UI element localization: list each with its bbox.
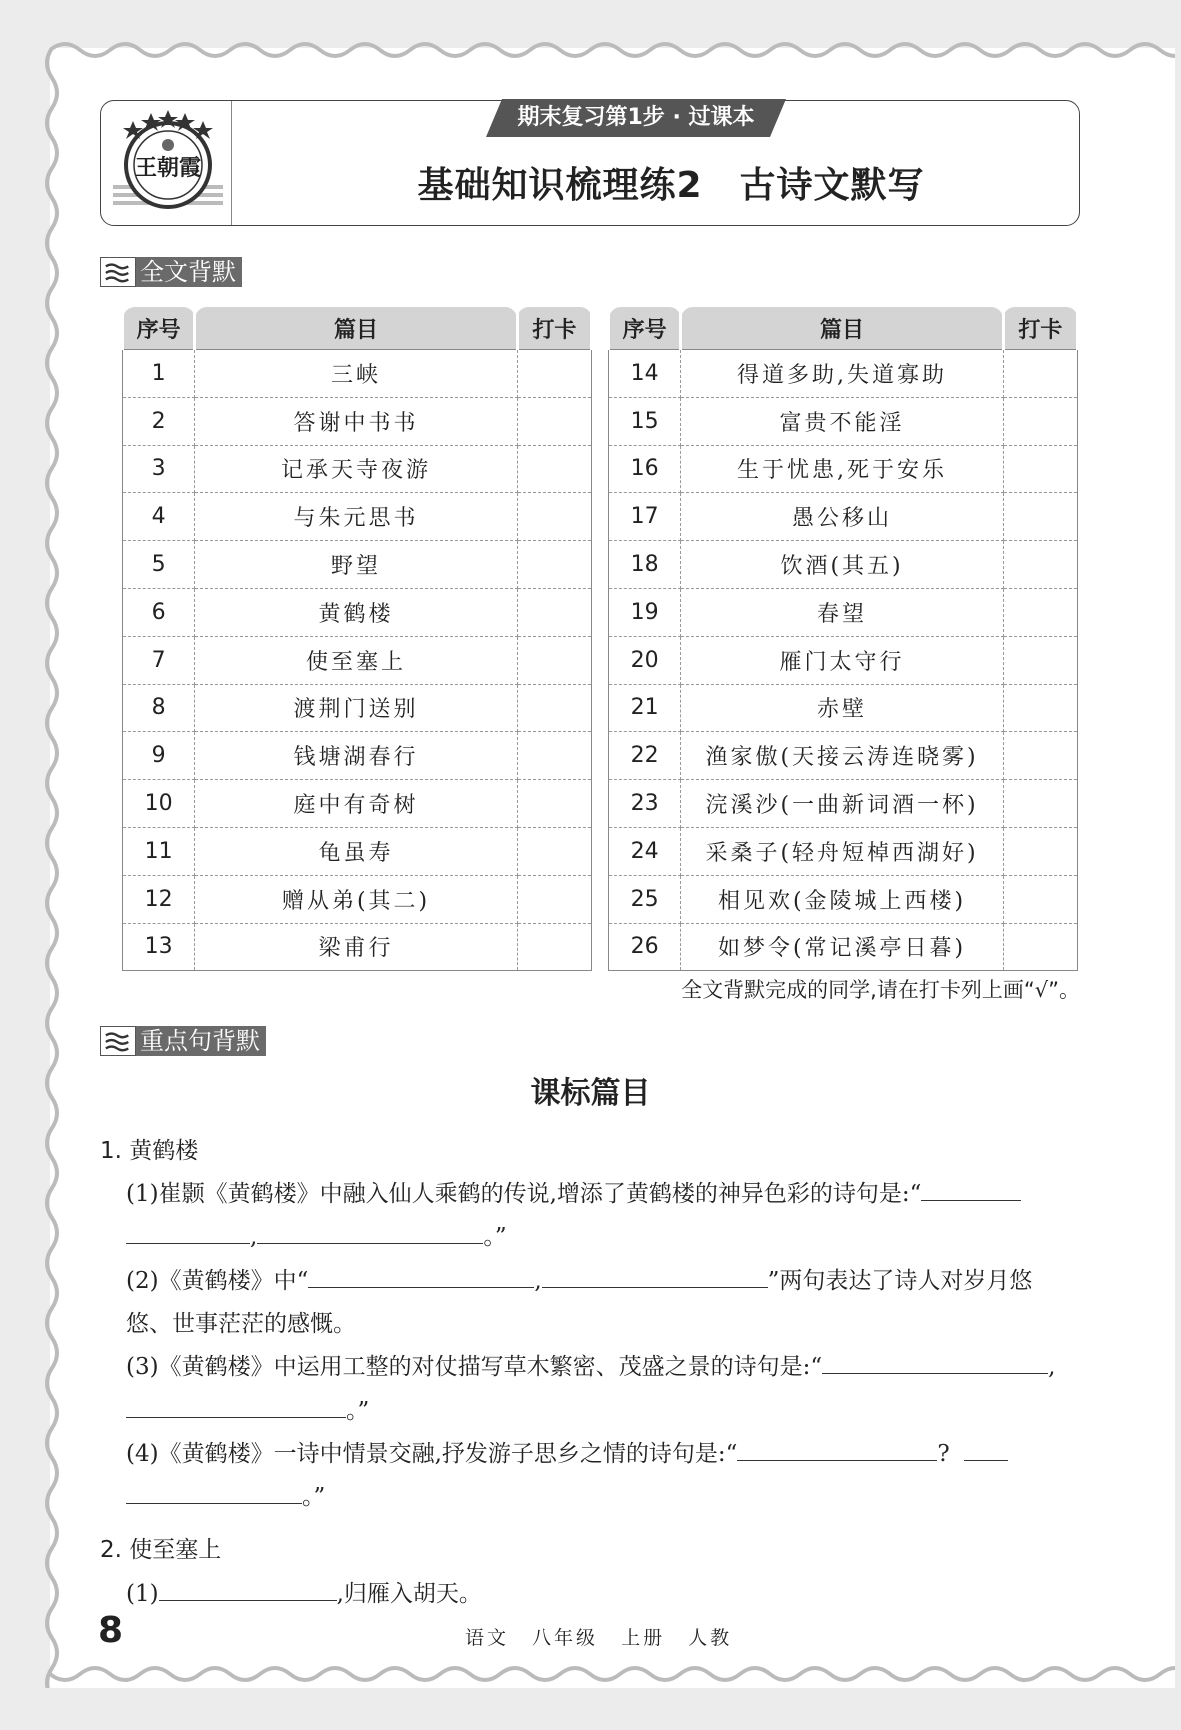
table-row bbox=[609, 780, 1078, 828]
row-num: 19 bbox=[609, 588, 681, 636]
question-1-1-line-2 bbox=[126, 1218, 507, 1251]
table-row bbox=[123, 684, 592, 732]
table-row bbox=[123, 827, 592, 875]
question-text: (1) bbox=[126, 1581, 159, 1607]
check-cell[interactable] bbox=[517, 493, 591, 541]
row-num: 17 bbox=[609, 493, 681, 541]
question-1-3-line-2 bbox=[126, 1392, 369, 1425]
row-title: 答谢中书书 bbox=[195, 397, 517, 445]
row-title: 生于忧患,死于安乐 bbox=[681, 445, 1003, 493]
table-row bbox=[609, 350, 1078, 398]
answer-blank[interactable] bbox=[126, 1479, 302, 1504]
question-text: 。” bbox=[346, 1398, 370, 1424]
check-cell[interactable] bbox=[1003, 780, 1077, 828]
answer-blank[interactable] bbox=[822, 1349, 1048, 1374]
row-title: 饮酒(其五) bbox=[681, 541, 1003, 589]
row-num: 18 bbox=[609, 541, 681, 589]
row-title: 龟虽寿 bbox=[195, 827, 517, 875]
question-1-2-line-2: 悠、世事茫茫的感慨。 bbox=[126, 1311, 356, 1337]
row-num: 5 bbox=[123, 541, 195, 589]
header-check: 打卡 bbox=[1003, 307, 1077, 350]
wave-lines-icon bbox=[100, 257, 136, 287]
check-cell[interactable] bbox=[1003, 875, 1077, 923]
header-check: 打卡 bbox=[517, 307, 591, 350]
check-cell[interactable] bbox=[1003, 350, 1077, 398]
check-cell[interactable] bbox=[1003, 636, 1077, 684]
row-num: 16 bbox=[609, 445, 681, 493]
question-text: 。” bbox=[483, 1224, 507, 1250]
check-cell[interactable] bbox=[517, 684, 591, 732]
row-title: 赠从弟(其二) bbox=[195, 875, 517, 923]
table-row bbox=[609, 445, 1078, 493]
header-title: 篇目 bbox=[681, 307, 1003, 350]
row-title: 黄鹤楼 bbox=[195, 588, 517, 636]
section-label-key-sentences bbox=[100, 1025, 266, 1057]
row-num: 1 bbox=[123, 350, 195, 398]
check-cell[interactable] bbox=[1003, 732, 1077, 780]
answer-blank[interactable] bbox=[126, 1219, 250, 1244]
row-title: 愚公移山 bbox=[681, 493, 1003, 541]
table-row bbox=[123, 541, 592, 589]
table-row bbox=[609, 923, 1078, 971]
row-title: 钱塘湖春行 bbox=[195, 732, 517, 780]
row-title: 赤壁 bbox=[681, 684, 1003, 732]
row-num: 9 bbox=[123, 732, 195, 780]
check-cell[interactable] bbox=[1003, 923, 1077, 971]
row-num: 15 bbox=[609, 397, 681, 445]
svg-text:王朝霞: 王朝霞 bbox=[134, 155, 202, 181]
table-row bbox=[609, 588, 1078, 636]
question-text: , bbox=[534, 1268, 542, 1294]
question-1-4-line-2 bbox=[126, 1478, 325, 1511]
check-cell[interactable] bbox=[517, 541, 591, 589]
table-row bbox=[609, 636, 1078, 684]
header-num: 序号 bbox=[123, 307, 195, 350]
row-num: 21 bbox=[609, 684, 681, 732]
question-text: (2)《黄鹤楼》中“ bbox=[126, 1268, 309, 1294]
row-title: 如梦令(常记溪亭日暮) bbox=[681, 923, 1003, 971]
row-num: 25 bbox=[609, 875, 681, 923]
answer-blank[interactable] bbox=[737, 1436, 937, 1461]
check-cell[interactable] bbox=[1003, 827, 1077, 875]
check-cell[interactable] bbox=[1003, 541, 1077, 589]
wave-lines-icon bbox=[100, 1026, 136, 1056]
row-num: 7 bbox=[123, 636, 195, 684]
question-2-heading: 2. 使至塞上 bbox=[100, 1537, 222, 1563]
check-cell[interactable] bbox=[517, 350, 591, 398]
row-title: 雁门太守行 bbox=[681, 636, 1003, 684]
table-row bbox=[123, 780, 592, 828]
row-num: 12 bbox=[123, 875, 195, 923]
table-row bbox=[123, 875, 592, 923]
row-title: 渡荆门送别 bbox=[195, 684, 517, 732]
table-header-row bbox=[609, 307, 1078, 350]
question-text: ,归雁入胡天。 bbox=[336, 1581, 482, 1607]
row-num: 6 bbox=[123, 588, 195, 636]
question-text: , bbox=[250, 1224, 258, 1250]
table-row bbox=[123, 350, 592, 398]
question-text: ”两句表达了诗人对岁月悠 bbox=[767, 1268, 1033, 1294]
row-title: 三峡 bbox=[195, 350, 517, 398]
row-title: 浣溪沙(一曲新词酒一杯) bbox=[681, 780, 1003, 828]
table-row bbox=[123, 493, 592, 541]
answer-blank[interactable] bbox=[159, 1576, 337, 1601]
row-num: 2 bbox=[123, 397, 195, 445]
row-num: 26 bbox=[609, 923, 681, 971]
decorative-wave-bottom bbox=[50, 1664, 1175, 1688]
table-row bbox=[609, 397, 1078, 445]
table-row bbox=[609, 684, 1078, 732]
footer-book-info: 语文 八年级 上册 人教 bbox=[465, 1627, 733, 1649]
check-cell[interactable] bbox=[1003, 588, 1077, 636]
recitation-table-right bbox=[607, 307, 1079, 971]
row-num: 20 bbox=[609, 636, 681, 684]
answer-blank[interactable] bbox=[921, 1176, 1021, 1201]
table-row bbox=[609, 827, 1078, 875]
table-row bbox=[609, 493, 1078, 541]
table-row bbox=[123, 588, 592, 636]
check-cell[interactable] bbox=[517, 875, 591, 923]
header-title: 篇目 bbox=[195, 307, 517, 350]
decorative-wave-top bbox=[50, 36, 1175, 60]
row-num: 22 bbox=[609, 732, 681, 780]
row-num: 11 bbox=[123, 827, 195, 875]
checkin-note: 全文背默完成的同学,请在打卡列上画“√”。 bbox=[681, 978, 1080, 1002]
check-cell[interactable] bbox=[1003, 493, 1077, 541]
question-2-1-line bbox=[126, 1575, 482, 1608]
answer-blank[interactable] bbox=[964, 1436, 1008, 1461]
answer-blank[interactable] bbox=[308, 1263, 534, 1288]
table-row bbox=[609, 732, 1078, 780]
check-cell[interactable] bbox=[1003, 684, 1077, 732]
question-1-1-line-1 bbox=[126, 1175, 1021, 1208]
table-header-row bbox=[123, 307, 592, 350]
answer-blank[interactable] bbox=[126, 1393, 346, 1418]
page-header bbox=[100, 100, 1080, 226]
row-title: 庭中有奇树 bbox=[195, 780, 517, 828]
answer-blank[interactable] bbox=[542, 1263, 768, 1288]
recitation-table-left bbox=[121, 307, 593, 971]
question-text: ? bbox=[937, 1441, 950, 1467]
table-row bbox=[123, 397, 592, 445]
row-title: 记承天寺夜游 bbox=[195, 445, 517, 493]
header-num: 序号 bbox=[609, 307, 681, 350]
question-1-3-line-1 bbox=[126, 1348, 1055, 1381]
check-cell[interactable] bbox=[1003, 397, 1077, 445]
section-label-text: 重点句背默 bbox=[136, 1026, 266, 1056]
brand-logo bbox=[113, 107, 223, 219]
row-num: 10 bbox=[123, 780, 195, 828]
row-title: 相见欢(金陵城上西楼) bbox=[681, 875, 1003, 923]
check-cell[interactable] bbox=[1003, 445, 1077, 493]
row-title: 与朱元思书 bbox=[195, 493, 517, 541]
decorative-wave-left bbox=[40, 48, 64, 1688]
question-1-heading: 1. 黄鹤楼 bbox=[100, 1138, 199, 1164]
row-num: 24 bbox=[609, 827, 681, 875]
row-num: 13 bbox=[123, 923, 195, 971]
table-row bbox=[123, 636, 592, 684]
question-text: 。” bbox=[302, 1484, 326, 1510]
question-text: (4)《黄鹤楼》一诗中情景交融,抒发游子思乡之情的诗句是:“ bbox=[126, 1441, 738, 1467]
section-label-full-text bbox=[100, 256, 242, 288]
step-banner-text: 期末复习第1步 · 过课本 bbox=[517, 105, 755, 130]
table-row bbox=[123, 923, 592, 971]
table-row bbox=[609, 875, 1078, 923]
page-number: 8 bbox=[98, 1610, 124, 1651]
page-title: 基础知识梳理练2 古诗文默写 bbox=[417, 165, 925, 206]
row-num: 8 bbox=[123, 684, 195, 732]
check-cell[interactable] bbox=[517, 636, 591, 684]
question-text: (1)崔颢《黄鹤楼》中融入仙人乘鹤的传说,增添了黄鹤楼的神异色彩的诗句是:“ bbox=[126, 1181, 922, 1207]
row-title: 富贵不能淫 bbox=[681, 397, 1003, 445]
check-cell[interactable] bbox=[517, 923, 591, 971]
check-cell[interactable] bbox=[517, 588, 591, 636]
check-cell[interactable] bbox=[517, 732, 591, 780]
row-title: 春望 bbox=[681, 588, 1003, 636]
row-title: 渔家傲(天接云涛连晓雾) bbox=[681, 732, 1003, 780]
answer-blank[interactable] bbox=[257, 1219, 483, 1244]
row-num: 4 bbox=[123, 493, 195, 541]
row-title: 梁甫行 bbox=[195, 923, 517, 971]
row-num: 23 bbox=[609, 780, 681, 828]
question-1-4-line-1 bbox=[126, 1435, 1008, 1468]
step-banner bbox=[486, 99, 786, 139]
row-num: 14 bbox=[609, 350, 681, 398]
row-num: 3 bbox=[123, 445, 195, 493]
check-cell[interactable] bbox=[517, 397, 591, 445]
section-label-text: 全文背默 bbox=[136, 257, 242, 287]
check-cell[interactable] bbox=[517, 827, 591, 875]
row-title: 得道多助,失道寡助 bbox=[681, 350, 1003, 398]
table-row bbox=[123, 732, 592, 780]
row-title: 使至塞上 bbox=[195, 636, 517, 684]
question-text: (3)《黄鹤楼》中运用工整的对仗描写草木繁密、茂盛之景的诗句是:“ bbox=[126, 1354, 823, 1380]
table-row bbox=[123, 445, 592, 493]
row-title: 野望 bbox=[195, 541, 517, 589]
logo-divider bbox=[231, 101, 232, 225]
question-text: , bbox=[1048, 1354, 1056, 1380]
row-title: 采桑子(轻舟短棹西湖好) bbox=[681, 827, 1003, 875]
question-1-2-line-1 bbox=[126, 1262, 1032, 1295]
curriculum-subtitle: 课标篇目 bbox=[530, 1076, 651, 1111]
check-cell[interactable] bbox=[517, 445, 591, 493]
check-cell[interactable] bbox=[517, 780, 591, 828]
table-row bbox=[609, 541, 1078, 589]
